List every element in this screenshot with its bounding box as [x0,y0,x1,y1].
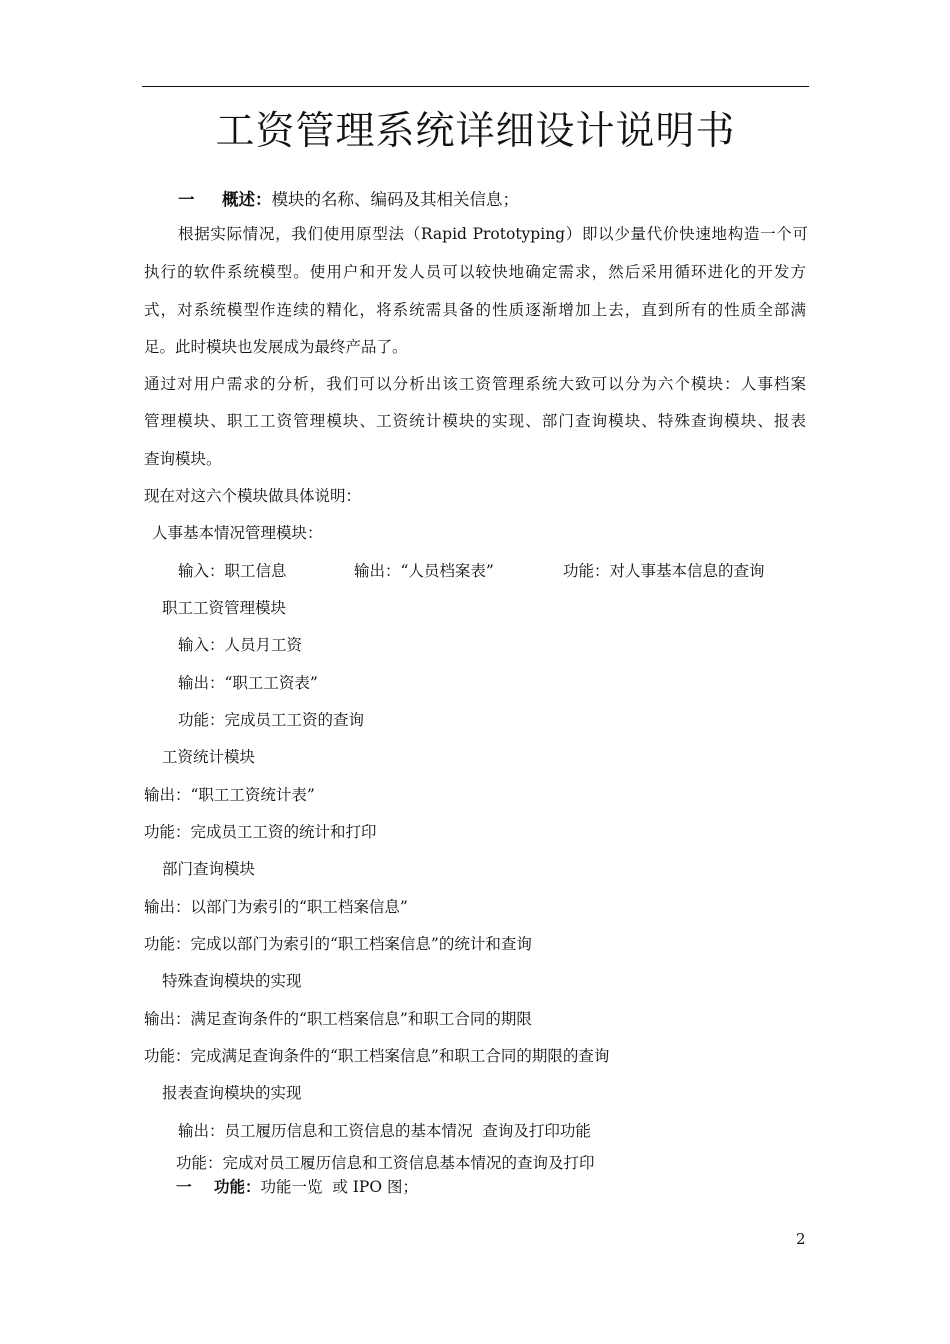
module-output: 输出：员工履历信息和工资信息的基本情况 查询及打印功能 [178,1122,591,1140]
module-output: 输出：“职工工资统计表” [144,786,315,804]
module-title: 职工工资管理模块 [162,599,287,617]
module-input: 输入：职工信息 [178,562,287,580]
module-function: 功能：完成对员工履历信息和工资信息基本情况的查询及打印 [176,1154,595,1172]
module-function: 功能：完成员工工资的统计和打印 [144,823,377,841]
header-rule [142,86,809,87]
section-number: 一 [176,1177,192,1196]
section-heading-overview [178,190,519,210]
page-number: 2 [796,1230,806,1248]
section-heading-function [176,1177,418,1197]
paragraph-line: 查询模块。 [144,450,222,468]
module-input: 输入：人员月工资 [178,636,303,654]
paragraph-line: 式，对系统模型作连续的精化，将系统需具备的性质逐渐增加上去，直到所有的性质全部满 [144,301,806,319]
module-title: 工资统计模块 [162,748,256,766]
document-title: 工资管理系统详细设计说明书 [215,109,736,154]
paragraph-line: 管理模块、职工工资管理模块、工资统计模块的实现、部门查询模块、特殊查询模块、报表 [144,412,806,430]
paragraph-line: 足。此时模块也发展成为最终产品了。 [144,338,408,356]
paragraph-line: 根据实际情况，我们使用原型法（Rapid Prototyping）即以少量代价快速地构造一个可 [178,225,808,243]
module-title: 特殊查询模块的实现 [162,972,302,990]
module-function: 功能：完成满足查询条件的“职工档案信息”和职工合同的期限的查询 [144,1047,610,1065]
paragraph-line: 通过对用户需求的分析，我们可以分析出该工资管理系统大致可以分为六个模块：人事档案 [144,375,806,393]
paragraph-line: 执行的软件系统模型。使用户和开发人员可以较快地确定需求，然后采用循环进化的开发方 [144,263,806,281]
module-title: 部门查询模块 [162,860,256,878]
module-output: 输出：“职工工资表” [178,674,318,692]
module-function: 功能：完成以部门为索引的“职工档案信息”的统计和查询 [144,935,532,953]
module-output: 输出：满足查询条件的“职工档案信息”和职工合同的期限 [144,1010,532,1028]
section-number: 一 [178,190,195,209]
module-function: 功能：完成员工工资的查询 [178,711,365,729]
section-text: 功能一览 或 IPO 图； [260,1178,418,1196]
section-text: 模块的名称、编码及其相关信息； [271,190,519,209]
section-label: 概述： [222,190,272,209]
intro-line: 现在对这六个模块做具体说明： [144,487,362,505]
module-function: 功能：对人事基本信息的查询 [563,562,765,580]
section-label: 功能： [214,1177,261,1196]
module-output: 输出：以部门为索引的“职工档案信息” [144,898,408,916]
module-output: 输出：“人员档案表” [354,562,494,580]
module-title: 人事基本情况管理模块： [152,524,323,542]
module-title: 报表查询模块的实现 [162,1084,302,1102]
